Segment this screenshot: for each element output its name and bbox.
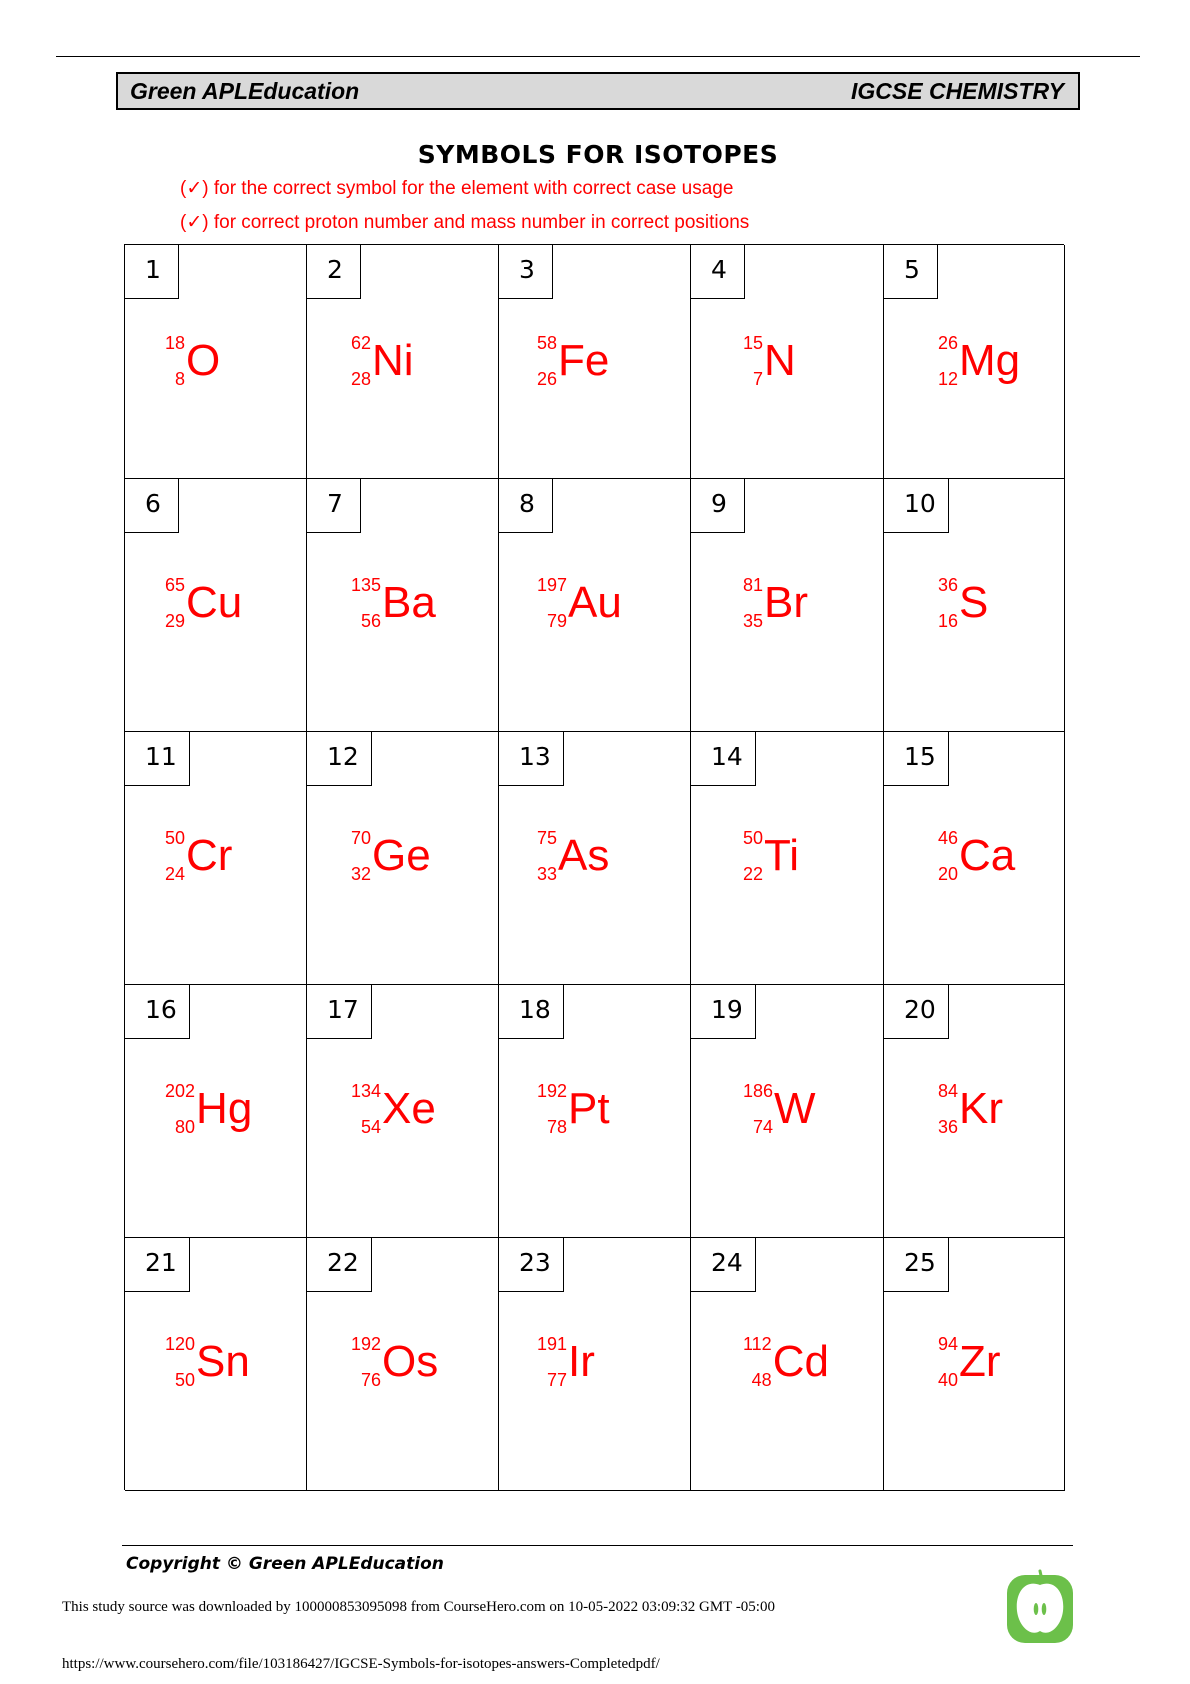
- proton-number: 48: [751, 1370, 772, 1390]
- isotope-numbers: [938, 567, 958, 639]
- mass-number: 94: [938, 1334, 959, 1354]
- isotope-numbers: [743, 325, 763, 397]
- copyright: Copyright © Green APLEducation: [126, 1554, 444, 1574]
- element-symbol: Mg: [959, 336, 1021, 385]
- question-number: 1: [125, 245, 179, 299]
- isotope-numbers: [743, 567, 763, 639]
- isotope-symbol: [743, 1073, 816, 1145]
- isotope-cell: [307, 732, 499, 985]
- question-number: 5: [884, 245, 938, 299]
- isotope-cell: [499, 479, 691, 732]
- proton-number: 80: [175, 1117, 196, 1137]
- element-symbol: Ba: [382, 578, 436, 627]
- isotope-cell: [691, 245, 884, 479]
- isotope-cell: [499, 985, 691, 1238]
- element-symbol: Ti: [764, 831, 800, 880]
- mass-number: 65: [165, 575, 186, 595]
- proton-number: 20: [938, 864, 959, 884]
- proton-number: 77: [547, 1370, 568, 1390]
- question-number: 24: [691, 1238, 756, 1292]
- question-number: 15: [884, 732, 949, 786]
- proton-number: 79: [547, 611, 568, 631]
- question-number: 16: [125, 985, 190, 1039]
- isotope-symbol: [537, 1073, 610, 1145]
- element-symbol: Os: [382, 1337, 439, 1386]
- question-number: 19: [691, 985, 756, 1039]
- mass-number: 46: [938, 828, 959, 848]
- isotope-numbers: [743, 820, 763, 892]
- isotope-numbers: [537, 325, 557, 397]
- question-number: 9: [691, 479, 745, 533]
- mass-number: 36: [938, 575, 959, 595]
- mass-number: 62: [351, 333, 372, 353]
- proton-number: 7: [753, 369, 764, 389]
- isotope-cell: [884, 1238, 1065, 1491]
- isotope-symbol: [351, 1073, 436, 1145]
- isotope-cell: [307, 479, 499, 732]
- mass-number: 186: [743, 1081, 774, 1101]
- page-title: SYMBOLS FOR ISOTOPES: [417, 140, 779, 169]
- element-symbol: N: [764, 336, 796, 385]
- element-symbol: Ni: [372, 336, 414, 385]
- proton-number: 33: [537, 864, 558, 884]
- mass-number: 120: [165, 1334, 196, 1354]
- proton-number: 32: [351, 864, 372, 884]
- proton-number: 78: [547, 1117, 568, 1137]
- mass-number: 81: [743, 575, 764, 595]
- isotope-numbers: [938, 1326, 958, 1398]
- element-symbol: Fe: [558, 336, 610, 385]
- isotope-cell: [884, 245, 1065, 479]
- isotope-cell: [307, 985, 499, 1238]
- isotope-symbol: [938, 1073, 1003, 1145]
- isotope-symbol: [537, 325, 609, 397]
- proton-number: 28: [351, 369, 372, 389]
- question-number: 25: [884, 1238, 949, 1292]
- mass-number: 58: [537, 333, 558, 353]
- question-number: 18: [499, 985, 564, 1039]
- element-symbol: Sn: [196, 1337, 250, 1386]
- proton-number: 50: [175, 1370, 196, 1390]
- isotope-numbers: [537, 1073, 567, 1145]
- isotope-cell: [499, 732, 691, 985]
- isotope-numbers: [165, 1073, 195, 1145]
- question-number: 17: [307, 985, 372, 1039]
- element-symbol: O: [186, 336, 221, 385]
- isotope-cell: [125, 479, 307, 732]
- element-symbol: Cd: [772, 1337, 829, 1386]
- isotope-symbol: [165, 820, 232, 892]
- isotope-cell: [499, 245, 691, 479]
- element-symbol: Pt: [568, 1084, 610, 1133]
- isotope-cell: [691, 479, 884, 732]
- mass-number: 50: [165, 828, 186, 848]
- isotope-numbers: [351, 1073, 381, 1145]
- header-brand: Green APLEducation: [130, 77, 360, 104]
- element-symbol: Au: [568, 578, 622, 627]
- mass-number: 15: [743, 333, 764, 353]
- isotope-cell: [125, 985, 307, 1238]
- isotope-symbol: [537, 820, 609, 892]
- mass-number: 18: [165, 333, 186, 353]
- proton-number: 74: [753, 1117, 774, 1137]
- isotope-cell: [691, 732, 884, 985]
- element-symbol: W: [774, 1084, 816, 1133]
- isotope-numbers: [938, 1073, 958, 1145]
- mass-number: 70: [351, 828, 372, 848]
- question-number: 21: [125, 1238, 190, 1292]
- isotope-symbol: [537, 567, 622, 639]
- element-symbol: Ge: [372, 831, 431, 880]
- isotope-symbol: [743, 820, 799, 892]
- isotope-symbol: [938, 1326, 1001, 1398]
- isotope-numbers: [351, 325, 371, 397]
- top-rule: [56, 56, 1140, 57]
- question-number: 12: [307, 732, 372, 786]
- isotope-cell: [307, 245, 499, 479]
- question-number: 2: [307, 245, 361, 299]
- isotope-symbol: [351, 1326, 438, 1398]
- isotope-numbers: [537, 1326, 567, 1398]
- isotope-symbol: [351, 567, 436, 639]
- isotope-symbol: [938, 325, 1020, 397]
- question-number: 6: [125, 479, 179, 533]
- isotope-numbers: [351, 820, 371, 892]
- question-number: 13: [499, 732, 564, 786]
- mass-number: 112: [743, 1334, 772, 1354]
- isotope-symbol: [537, 1326, 595, 1398]
- question-number: 11: [125, 732, 190, 786]
- isotope-symbol: [743, 567, 808, 639]
- mass-number: 191: [537, 1334, 568, 1354]
- proton-number: 16: [938, 611, 959, 631]
- isotope-symbol: [351, 325, 414, 397]
- isotope-symbol: [165, 1326, 250, 1398]
- mass-number: 202: [165, 1081, 196, 1101]
- question-number: 7: [307, 479, 361, 533]
- mass-number: 192: [351, 1334, 382, 1354]
- proton-number: 40: [938, 1370, 959, 1390]
- instruction-symbol: (✓) for the correct symbol for the element with correct case usage: [180, 178, 734, 199]
- mass-number: 75: [537, 828, 558, 848]
- isotope-numbers: [938, 820, 958, 892]
- isotope-numbers: [938, 325, 958, 397]
- isotope-numbers: [743, 1073, 773, 1145]
- isotope-numbers: [165, 1326, 195, 1398]
- question-number: 22: [307, 1238, 372, 1292]
- isotope-symbol: [165, 1073, 252, 1145]
- isotope-numbers: [743, 1326, 772, 1398]
- proton-number: 56: [361, 611, 382, 631]
- element-symbol: Cu: [186, 578, 243, 627]
- proton-number: 8: [175, 369, 186, 389]
- isotope-cell: [884, 985, 1065, 1238]
- proton-number: 12: [938, 369, 959, 389]
- isotope-numbers: [537, 567, 567, 639]
- mass-number: 134: [351, 1081, 382, 1101]
- footer-rule: [122, 1545, 1073, 1546]
- mass-number: 197: [537, 575, 568, 595]
- isotope-symbol: [165, 325, 220, 397]
- question-number: 23: [499, 1238, 564, 1292]
- isotope-cell: [125, 1238, 307, 1491]
- question-number: 4: [691, 245, 745, 299]
- instruction-numbers: (✓) for correct proton number and mass number in correct positions: [180, 212, 750, 233]
- isotope-symbol: [165, 567, 242, 639]
- isotope-cell: [884, 732, 1065, 985]
- isotope-cell: [884, 479, 1065, 732]
- element-symbol: Kr: [959, 1084, 1004, 1133]
- proton-number: 29: [165, 611, 186, 631]
- element-symbol: As: [558, 831, 610, 880]
- isotope-cell: [307, 1238, 499, 1491]
- mass-number: 192: [537, 1081, 568, 1101]
- mass-number: 50: [743, 828, 764, 848]
- proton-number: 36: [938, 1117, 959, 1137]
- isotope-symbol: [743, 1326, 829, 1398]
- question-number: 20: [884, 985, 949, 1039]
- isotope-cell: [499, 1238, 691, 1491]
- isotope-numbers: [165, 820, 185, 892]
- proton-number: 22: [743, 864, 764, 884]
- proton-number: 76: [361, 1370, 382, 1390]
- isotope-cell: [125, 245, 307, 479]
- proton-number: 26: [537, 369, 558, 389]
- element-symbol: Xe: [382, 1084, 436, 1133]
- isotope-numbers: [537, 820, 557, 892]
- proton-number: 54: [361, 1117, 382, 1137]
- question-number: 3: [499, 245, 553, 299]
- element-symbol: Zr: [959, 1337, 1001, 1386]
- question-number: 10: [884, 479, 949, 533]
- isotope-numbers: [165, 325, 185, 397]
- isotope-symbol: [938, 567, 988, 639]
- mass-number: 26: [938, 333, 959, 353]
- apple-logo-icon: [1005, 1565, 1075, 1645]
- isotope-grid: [124, 244, 1064, 1490]
- question-number: 14: [691, 732, 756, 786]
- isotope-cell: [691, 1238, 884, 1491]
- isotope-symbol: [351, 820, 431, 892]
- element-symbol: Ca: [959, 831, 1016, 880]
- proton-number: 24: [165, 864, 186, 884]
- element-symbol: Br: [764, 578, 809, 627]
- element-symbol: Ir: [568, 1337, 595, 1386]
- source-note: This study source was downloaded by 100000853095098 from CourseHero.com on 10-05-2022 03:09:32 GMT -05:00: [62, 1599, 775, 1615]
- question-number: 8: [499, 479, 553, 533]
- mass-number: 84: [938, 1081, 959, 1101]
- isotope-numbers: [165, 567, 185, 639]
- isotope-symbol: [938, 820, 1015, 892]
- proton-number: 35: [743, 611, 764, 631]
- isotope-numbers: [351, 567, 381, 639]
- element-symbol: Cr: [186, 831, 233, 880]
- isotope-cell: [125, 732, 307, 985]
- isotope-numbers: [351, 1326, 381, 1398]
- source-url: https://www.coursehero.com/file/103186427/IGCSE-Symbols-for-isotopes-answers-Completedpdf/: [62, 1656, 660, 1672]
- header-bar: [116, 72, 1080, 110]
- mass-number: 135: [351, 575, 382, 595]
- element-symbol: S: [959, 578, 989, 627]
- isotope-cell: [691, 985, 884, 1238]
- header-subject: IGCSE CHEMISTRY: [851, 77, 1064, 104]
- isotope-symbol: [743, 325, 796, 397]
- element-symbol: Hg: [196, 1084, 253, 1133]
